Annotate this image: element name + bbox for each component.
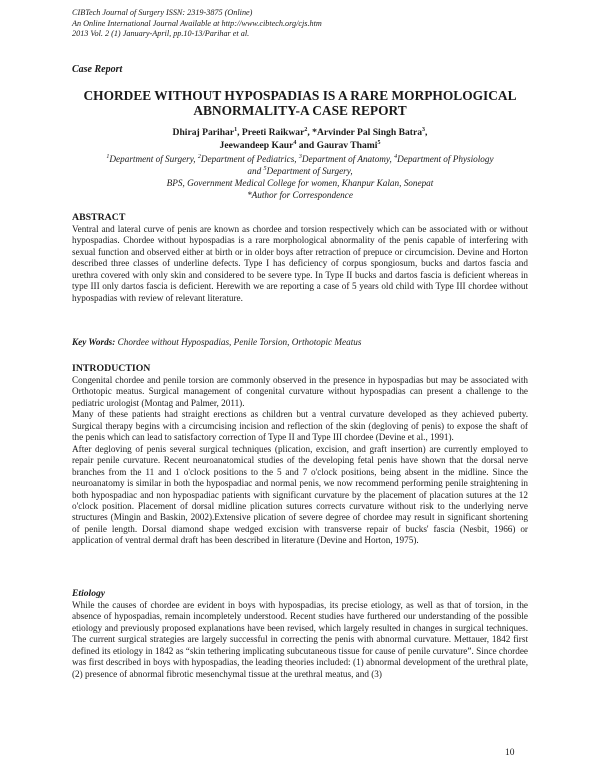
affil-4: Department of Physiology bbox=[397, 154, 494, 164]
author-2: , Preeti Raikwar bbox=[237, 127, 305, 138]
journal-header-line-3: 2013 Vol. 2 (1) January-April, pp.10-13/Parihar et al. bbox=[72, 29, 250, 38]
author-4: Jeewandeep Kaur bbox=[219, 139, 294, 151]
keywords-label: Key Words: bbox=[72, 337, 116, 347]
affil-sup-5: 5 bbox=[263, 165, 267, 172]
affil-sup-1: 1 bbox=[106, 153, 110, 160]
institution: BPS, Government Medical College for women, Khanpur Kalan, Sonepat bbox=[166, 178, 434, 188]
keywords-text: Chordee without Hypospadias, Penile Torsion, Orthotopic Meatus bbox=[115, 337, 362, 347]
correspondence-note: *Author for Correspondence bbox=[247, 190, 353, 200]
affiliations bbox=[72, 153, 528, 201]
page-number: 10 bbox=[505, 748, 515, 758]
affil-2: Department of Pediatrics, bbox=[200, 154, 299, 164]
journal-header bbox=[72, 8, 322, 40]
affil-sup-2: 2 bbox=[197, 153, 201, 160]
etiology-section bbox=[72, 588, 528, 680]
abstract-heading: ABSTRACT bbox=[72, 212, 126, 223]
author-1: Dhiraj Parihar bbox=[172, 127, 235, 138]
introduction-paragraph-3: After degloving of penis several surgical techniques (plication, excision, and graft insertion) are currently employed to repair penile curvature. Recent neuroanatomical studies of the developing fetal penis have shown that the dorsal nerve branches from the 11 and 1 o'clock positions to the 5 and 7 o'clock positions, being absent in the midline. Since the neuroanatomy is similar in both the hypospadiac and normal penis, we now recommend performing penile straightening in both hypospadiac and non hypospadiac patients with significant curvature by the placement of placation sutures at the 12 o'clock position. Placement of dorsal midline plication sutures corrects curvature without risk to the underlying nerve structures (Mingin and Baskin, 2002).Extensive plication of severe degree of chordee may result in significant shortening of penile length. Dorsal diamond shape wedged excision with transverse repair of bucks' fascia (Nesbit, 1966) or application of ventral dermal draft has been described in literature (Devine and Horton, 1975). bbox=[72, 443, 528, 546]
affil-5: Department of Surgery, bbox=[266, 166, 353, 176]
author-3-sup: 3 bbox=[422, 126, 426, 133]
paper-title: CHORDEE WITHOUT HYPOSPADIAS IS A RARE MORPHOLOGICAL ABNORMALITY-A CASE REPORT bbox=[83, 88, 517, 118]
author-2-sup: 2 bbox=[304, 126, 308, 133]
affil-1: Department of Surgery, bbox=[109, 154, 198, 164]
journal-header-line-1: CIBTech Journal of Surgery ISSN: 2319-3875 (Online) bbox=[72, 8, 253, 17]
author-1-sup: 1 bbox=[234, 126, 238, 133]
abstract-text: Ventral and lateral curve of penis are known as chordee and torsion respectively which can be associated with or without hypospadias. Chordee without hypospadias is a rare morphological abnormality of the penis capable of interfering with sexual function and observed either at birth or in older boys after retraction of prepuce or circumcision. Devine and Horton described three classes of underline defects. Type I has deficiency of corpus spongiosum, bucks and dartos fascia and urethra covered with only skin and considered to be severe type. In Type II bucks and dartos fascia is deficient whereas in type III only dartos fascia is deficient. Herewith we are reporting a case of 5 years old child with Type III chordee without hypospadias with review of relevant literature. bbox=[72, 224, 528, 303]
author-5-sup: 5 bbox=[377, 139, 381, 146]
etiology-heading: Etiology bbox=[72, 588, 106, 599]
article-type: Case Report bbox=[72, 64, 123, 75]
abstract-section bbox=[72, 212, 528, 304]
introduction-paragraph-1: Congenital chordee and penile torsion are commonly observed in the presence in hypospadias but may be associated with Orthotopic meatus. Surgical management of congenital curvature without hypospadias can present a challenge to the pediatric urologist (Montag and Palmer, 2011). bbox=[72, 375, 528, 408]
author-list bbox=[72, 127, 528, 152]
introduction-heading: INTRODUCTION bbox=[72, 363, 151, 374]
affil-3: Department of Anatomy, bbox=[301, 154, 395, 164]
introduction-section bbox=[72, 363, 528, 547]
journal-header-line-2: An Online International Journal Available at http://www.cibtech.org/cjs.htm bbox=[72, 18, 322, 28]
introduction-paragraph-2: Many of these patients had straight erections as children but a ventral curvature developed as they achieved puberty. Surgical therapy begins with a circumcising incision and reflection of the skin (degloving of penis) to expose the shaft of the penis which can lead to satisfactory correction of Type II and Type III chordee (Devine et al., 1991). bbox=[72, 409, 528, 443]
author-3: , *Arvinder Pal Singh Batra bbox=[307, 127, 423, 138]
keywords bbox=[72, 336, 528, 348]
affil-sup-3: 3 bbox=[298, 153, 302, 160]
etiology-paragraph-1: While the causes of chordee are evident in boys with hypospadias, its precise etiology, as well as that of torsion, in the absence of hypospadias, remain incompletely understood. Recent studies have furthered our understanding of the possible etiology and previously proposed explanations have been revised, which largely resulted in changes in surgical techniques. The current surgical strategies are largely successful in correcting the penis with abnormal curvature. Mettauer, 1842 first defined its etiology in 1842 as “skin tethering implicating subcutaneous tissue for cause of penile curvature”. Since chordee was first described in boys with hypospadias, the leading theories included: (1) abnormal development of the urethral plate, (2) presence of abnormal fibrotic mesenchymal tissue at the urethral meatus, and (3) bbox=[72, 600, 528, 679]
author-5: and Gaurav Thami bbox=[296, 139, 378, 151]
author-4-sup: 4 bbox=[293, 139, 297, 146]
affil-sup-4: 4 bbox=[394, 153, 398, 160]
author-comma: , bbox=[425, 127, 428, 138]
affil-5-prefix: and bbox=[247, 166, 264, 176]
